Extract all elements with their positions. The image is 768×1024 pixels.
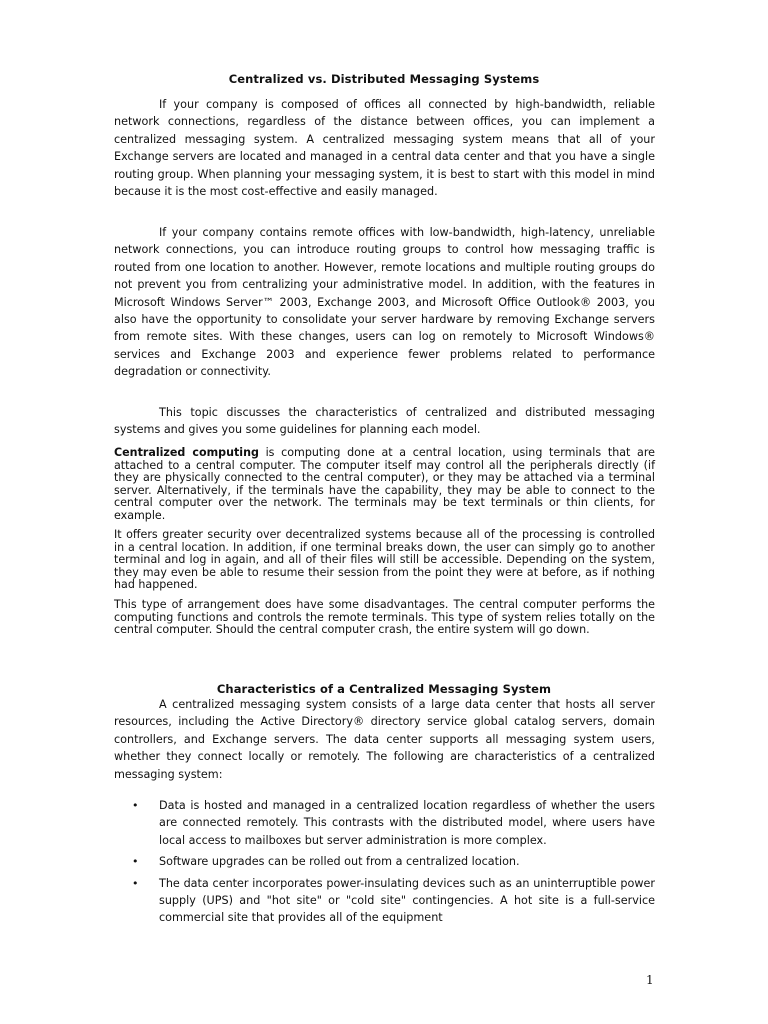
- term-centralized-computing: Centralized computing: [114, 446, 259, 459]
- document-title: Centralized vs. Distributed Messaging Systems: [228, 72, 540, 86]
- list-item: • The data center incorporates power-insulating devices such as an uninterruptible power supply (UPS) and "hot site" or "cold site" contingencies. A hot site is a full-service commercial site that provides all of the equipment: [132, 876, 655, 925]
- paragraph-disadvantages: This type of arrangement does have some disadvantages. The central computer performs the computing functions and controls the remote terminals. This type of system relies totally on the central computer. Should the central computer crash, the entire system will go down.: [114, 598, 655, 637]
- list-item: • Data is hosted and managed in a centralized location regardless of whether the users are connected remotely. This contrasts with the distributed model, where users have local access to mailboxes but server administration is more complex.: [132, 799, 655, 847]
- bullet-icon: •: [132, 876, 139, 890]
- definition-centralized-computing: is computing done at a central location, using terminals that are attached to a central computer. The computer itself may control all the peripherals directly (if they are physically connected to the central computer), or they may be attached via a terminal server. Alternatively, if the terminals have the capability, they may be able to connect to the central computer over the network. The terminals may be text terminals or thin clients, for example.: [114, 446, 656, 522]
- list-item: • Software upgrades can be rolled out from a centralized location.: [114, 853, 655, 870]
- characteristics-list: [114, 797, 655, 931]
- paragraph-security: It offers greater security over decentralized systems because all of the processing is controlled in a central location. In addition, if one terminal breaks down, the user can simply go to another terminal and log in again, and all of their files will still be accessible. Depending on the system, they may even be able to resume their session from the point they were at before, as if nothing had happened.: [114, 528, 655, 592]
- bullet-icon: •: [132, 855, 139, 869]
- paragraph-intro: If your company is composed of offices all connected by high-bandwidth, reliable network connections, regardless of the distance between offices, you can implement a centralized messaging system. A centralized messaging system means that all of your Exchange servers are located and managed in a central data center and that you have a single routing group. When planning your messaging system, it is best to start with this model in mind because it is the most cost-effective and easily managed.: [114, 98, 655, 199]
- paragraph-topic: This topic discusses the characteristics of centralized and distributed messaging systems and gives you some guidelines for planning each model.: [114, 406, 655, 437]
- paragraph-centralized-computing: [114, 447, 655, 523]
- bullet-icon: •: [132, 799, 139, 812]
- page-number: 1: [646, 973, 654, 987]
- section-title: Characteristics of a Centralized Messaging System: [216, 682, 552, 696]
- paragraph-section-intro: A centralized messaging system consists of a large data center that hosts all server resources, including the Active Directory® directory service global catalog servers, domain controllers, and Exchange servers. The data center supports all messaging system users, whether they connect locally or remotely. The following are characteristics of a centralized messaging system:: [114, 698, 655, 781]
- paragraph-remote-offices: If your company contains remote offices with low-bandwidth, high-latency, unreliable network connections, you can introduce routing groups to control how messaging traffic is routed from one location to another. However, remote locations and multiple routing groups do not prevent you from centralizing your administrative model. In addition, with the features in Microsoft Windows Server™ 2003, Exchange 2003, and Microsoft Office Outlook® 2003, you also have the opportunity to consolidate your server hardware by removing Exchange servers from remote sites. With these changes, users can log on remotely to Microsoft Windows® services and Exchange 2003 and experience fewer problems related to performance degradation or connectivity.: [114, 226, 655, 379]
